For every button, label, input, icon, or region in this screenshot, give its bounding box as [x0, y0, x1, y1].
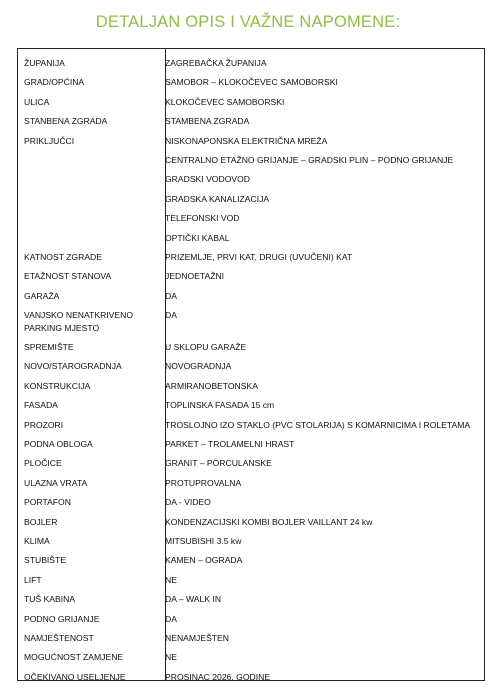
row-value: ZAGREBAČKA ŽUPANIJA [165, 58, 267, 68]
row-value: NE [165, 652, 177, 663]
table-row [18, 267, 484, 286]
table-row [18, 454, 484, 473]
row-label: LIFT [24, 574, 42, 585]
row-label: ULICA [24, 96, 50, 107]
row-label [18, 213, 160, 228]
table-row [18, 629, 484, 648]
row-value: DA [165, 290, 177, 301]
row-value: TOPLINSKA FASADA 15 cm [165, 400, 275, 411]
table-row [18, 229, 484, 248]
table-row [18, 648, 484, 667]
row-value: DA – WALK IN [165, 594, 222, 605]
details-table [17, 48, 485, 681]
row-value: NOVOGRADNJA [165, 361, 232, 372]
row-value: JEDNOETAŽNI [165, 271, 225, 282]
row-value: DA - VIDEO [165, 497, 211, 508]
row-label: PODNA OBLOGA [24, 439, 93, 450]
table-row [18, 287, 484, 306]
row-value: TELEFONSKI VOD [165, 213, 240, 224]
row-label: NOVO/STAROGRADNJA [24, 361, 122, 372]
row-label [18, 194, 160, 209]
table-row [18, 54, 484, 73]
table-row [18, 93, 484, 112]
row-value: NENAMJEŠTEN [165, 632, 229, 643]
row-label: KLIMA [24, 535, 50, 546]
table-row [18, 357, 484, 376]
row-value: U SKLOPU GARAŽE [165, 342, 247, 353]
row-label: ETAŽNOST STANOVA [24, 271, 112, 282]
row-label: GARAŽA [24, 290, 60, 301]
row-value: TROSLOJNO IZO STAKLO (PVC STOLARIJA) S KOMARNICIMA I ROLETAMA [165, 419, 471, 430]
row-label: PLOČICE [24, 458, 62, 469]
table-row [18, 112, 484, 131]
row-label: PRIKLJUČCI [24, 135, 75, 146]
row-value: CENTRALNO ETAŽNO GRIJANJE – GRADSKI PLIN – PODNO GRIJANJE [165, 154, 454, 165]
table-row [18, 532, 484, 551]
row-label: ŽUPANIJA [24, 58, 65, 68]
table-row [18, 590, 484, 609]
row-label: KATNOST ZGRADE [24, 251, 102, 262]
row-value: PARKET – TROLAMELNI HRAST [165, 439, 295, 450]
row-value: KAMEN – OGRADA [165, 555, 243, 566]
row-value: MITSUBISHI 3.5 kw [165, 535, 242, 546]
table-row [18, 551, 484, 570]
row-label: SPREMIŠTE [24, 342, 74, 353]
row-value: GRADSKA KANALIZACIJA [165, 193, 270, 204]
table-row [18, 377, 484, 396]
row-label: VANJSKO NENATKRIVENO PARKING MJESTO [24, 310, 134, 334]
table-row [18, 132, 484, 151]
row-value: PROSINAC 2026. GODINE [165, 671, 271, 682]
table-row [18, 610, 484, 629]
row-label: GRAD/OPĆINA [24, 77, 85, 88]
details-rows [18, 54, 484, 687]
table-row [18, 338, 484, 357]
row-value: DA [165, 613, 177, 624]
row-value: GRANIT – PORCULANSKE [165, 458, 272, 469]
row-label [18, 174, 160, 189]
row-label: MOGUĆNOST ZAMJENE [24, 652, 124, 663]
table-row [18, 571, 484, 590]
table-row [18, 416, 484, 435]
row-value: STAMBENA ZGRADA [165, 116, 250, 127]
row-label: PODNO GRIJANJE [24, 613, 100, 624]
row-value: SAMOBOR – KLOKOČEVEC SAMOBORSKI [165, 77, 338, 88]
table-row [18, 474, 484, 493]
row-label: ULAZNA VRATA [24, 477, 88, 488]
row-label: FASADA [24, 400, 58, 411]
row-label: STUBIŠTE [24, 555, 67, 566]
page-title: DETALJAN OPIS I VAŽNE NAPOMENE: [95, 13, 401, 31]
row-label: TUŠ KABINA [24, 594, 76, 605]
table-row [18, 513, 484, 532]
row-label [18, 155, 160, 170]
table-row [18, 493, 484, 512]
row-value: KONDENZACIJSKI KOMBI BOJLER VAILLANT 24 kw [165, 516, 373, 527]
row-label: NAMJEŠTENOST [24, 632, 94, 643]
table-row [18, 190, 484, 209]
table-row [18, 170, 484, 189]
table-row [18, 151, 484, 170]
row-value: ARMIRANOBETONSKA [165, 380, 258, 391]
row-value: KLOKOČEVEC SAMOBORSKI [165, 96, 285, 107]
row-label: KONSTRUKCIJA [24, 380, 91, 391]
row-label: STANBENA ZGRADA [24, 116, 108, 127]
table-row [18, 248, 484, 267]
row-value: OPTIČKI KABAL [165, 232, 230, 243]
row-label [18, 233, 160, 248]
table-row [18, 209, 484, 228]
row-label: OČEKIVANO USELJENJE [24, 671, 126, 682]
row-value: DA [165, 310, 177, 321]
table-row [18, 435, 484, 454]
row-value: NE [165, 574, 177, 585]
row-value: GRADSKI VODOVOD [165, 174, 250, 185]
table-row [18, 306, 484, 338]
table-row [18, 396, 484, 415]
row-value: NISKONAPONSKA ELEKTRIČNA MREŽA [165, 135, 328, 146]
table-row [18, 73, 484, 92]
row-label: PORTAFON [24, 497, 71, 508]
row-label: PROZORI [24, 419, 64, 430]
row-value: PRIZEMLJE, PRVI KAT, DRUGI (UVUČENI) KAT [165, 251, 353, 262]
row-label: BOJLER [24, 516, 58, 527]
table-row [18, 668, 484, 687]
row-value: PROTUPROVALNA [165, 477, 242, 488]
